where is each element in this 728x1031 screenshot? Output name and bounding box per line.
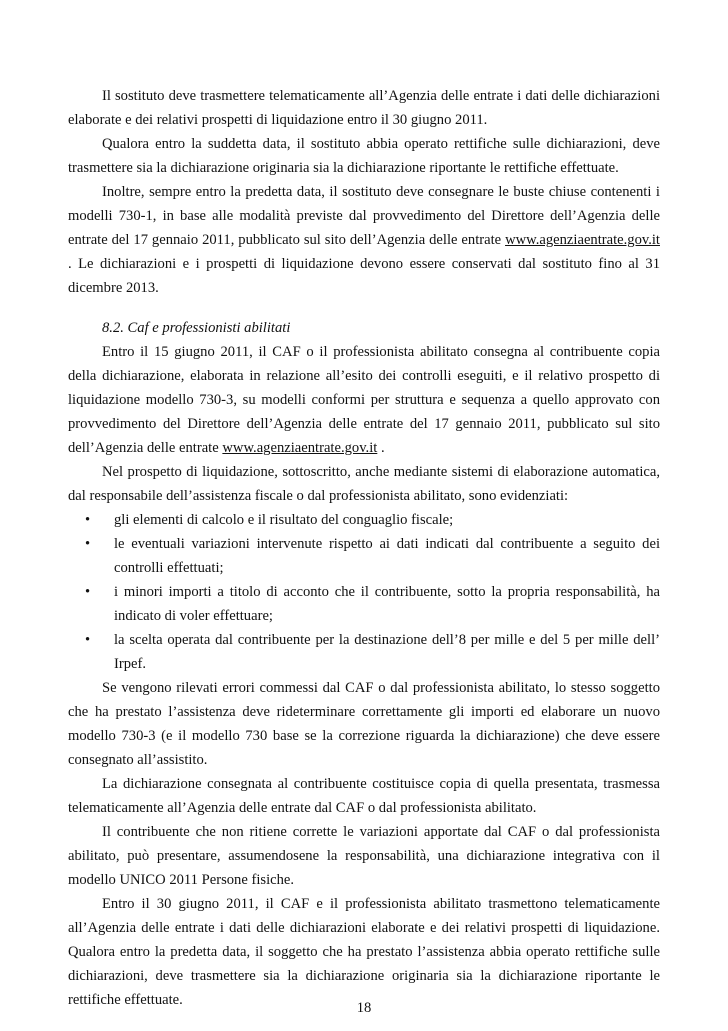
paragraph: Se vengono rilevati errori commessi dal CAF o dal professionista abilitato, lo stesso soggetto che ha prestato l’assistenza deve rideterminare correttamente gli importi ed elaborare un nuovo modello 730-3 (e il modello 730 base se la correzione riguarda la dichiarazione) che deve essere consegnato all’assistito. — [68, 680, 660, 768]
agenzia-link[interactable]: www.agenziaentrate.gov.it — [505, 232, 660, 248]
section-heading: 8.2. Caf e professionisti abilitati — [102, 320, 291, 336]
paragraph: Entro il 30 giugno 2011, il CAF e il professionista abilitato trasmettono telematicamente all’Agenzia delle entrate i dati delle dichiarazioni elaborate e dei relativi prospetti di liquidazione. Qualora entro la predetta data, il soggetto che ha prestato l’assistenza abbia operato rettifiche sulle dichiarazioni, deve trasmettere sia la dichiarazione originaria sia la dichiarazione riportante le rettifiche effettuate. — [68, 896, 660, 1008]
paragraph-text: Inoltre, sempre entro la predetta data, il sostituto deve consegnare le buste chiuse contenenti i modelli 730-1, in base alle modalità previste dal provvedimento del Direttore dell’Agenzia delle entrate del 17 gennaio 2011, pubblicato sul sito dell’Agenzia delle entrate — [68, 184, 660, 248]
document-page — [68, 84, 660, 1012]
list-item-text: i minori importi a titolo di acconto che il contribuente, sotto la propria responsabilità, ha indicato di voler effettuare; — [114, 584, 660, 624]
section-gap — [68, 300, 660, 316]
paragraph-text: Entro il 15 giugno 2011, il CAF o il professionista abilitato consegna al contribuente copia della dichiarazione, elaborata in relazione all’esito dei controlli eseguiti, e il relativo prospetto di liquidazione modello 730-3, su modelli conformi per struttura e sequenza a quello approvato con provvedimento del Direttore dell’Agenzia delle entrate del 17 gennaio 2011, pubblicato sul sito dell’Agenzia delle entrate — [68, 344, 660, 456]
list-item — [85, 580, 660, 628]
bullet-icon: • — [85, 632, 91, 648]
bullet-icon: • — [85, 584, 91, 600]
paragraph: Il sostituto deve trasmettere telematicamente all’Agenzia delle entrate i dati delle dichiarazioni elaborate e dei relativi prospetti di liquidazione entro il 30 giugno 2011. — [68, 88, 660, 128]
list-item-text: le eventuali variazioni intervenute rispetto ai dati indicati dal contribuente a seguito dei controlli effettuati; — [114, 536, 660, 576]
list-item — [85, 508, 660, 532]
bullet-icon: • — [85, 536, 91, 552]
paragraph-text: . — [377, 440, 385, 456]
paragraph: Nel prospetto di liquidazione, sottoscritto, anche mediante sistemi di elaborazione automatica, dal responsabile dell’assistenza fiscale o dal professionista abilitato, sono evidenziati: — [68, 464, 660, 504]
agenzia-link[interactable]: www.agenziaentrate.gov.it — [222, 440, 378, 456]
bullet-list — [68, 508, 660, 676]
paragraph: La dichiarazione consegnata al contribuente costituisce copia di quella presentata, trasmessa telematicamente all’Agenzia delle entrate dal CAF o dal professionista abilitato. — [68, 776, 660, 816]
paragraph: Il contribuente che non ritiene corrette le variazioni apportate dal CAF o dal professionista abilitato, può presentare, assumendosene la responsabilità, una dichiarazione integrativa con il modello UNICO 2011 Persone fisiche. — [68, 824, 660, 888]
paragraph — [68, 180, 660, 300]
paragraph: Qualora entro la suddetta data, il sostituto abbia operato rettifiche sulle dichiarazioni, deve trasmettere sia la dichiarazione originaria sia la dichiarazione riportante le rettifiche effettuate. — [68, 136, 660, 176]
list-item-text: gli elementi di calcolo e il risultato del conguaglio fiscale; — [114, 512, 454, 528]
page-number: 18 — [356, 1000, 372, 1016]
list-item — [85, 532, 660, 580]
bullet-icon: • — [85, 512, 91, 528]
paragraph — [68, 340, 660, 460]
list-item — [85, 628, 660, 676]
list-item-text: la scelta operata dal contribuente per la destinazione dell’8 per mille e del 5 per mille dell’ Irpef. — [114, 632, 660, 672]
paragraph-text: . Le dichiarazioni e i prospetti di liquidazione devono essere conservati dal sostituto fino al 31 dicembre 2013. — [68, 256, 660, 296]
